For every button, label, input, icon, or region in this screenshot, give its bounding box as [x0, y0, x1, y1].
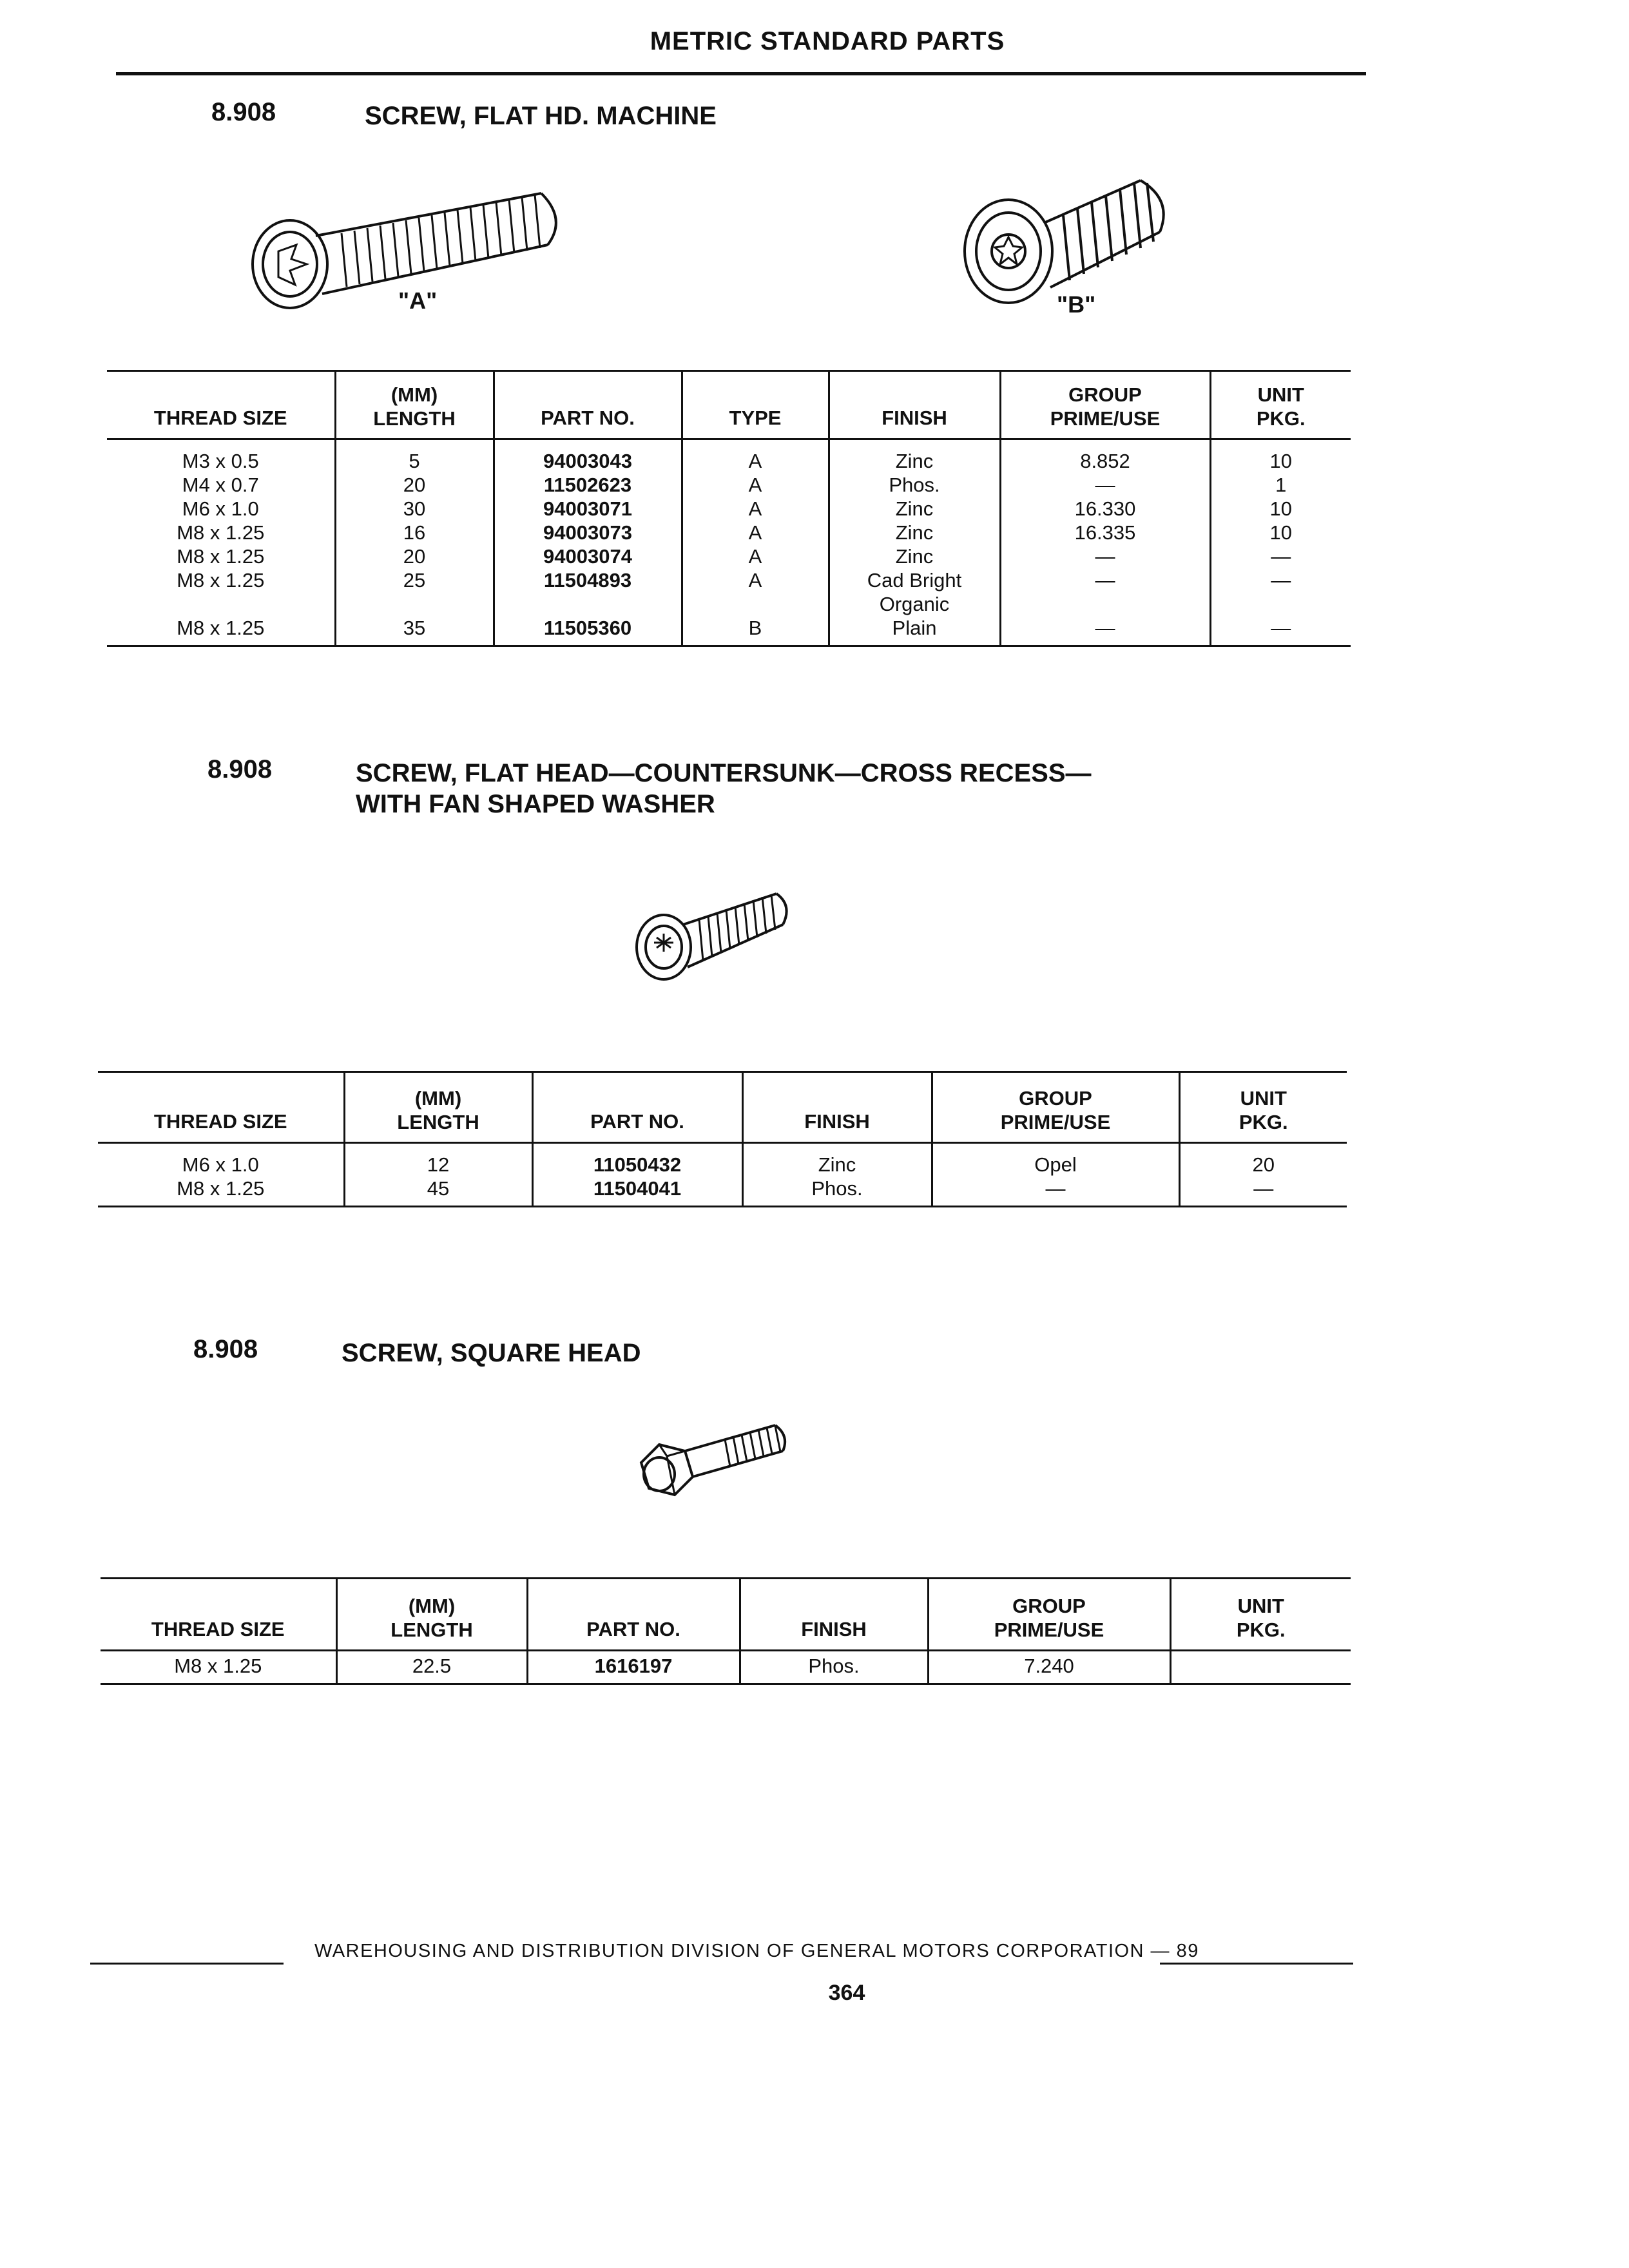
- type-cell: A A A A A A B: [682, 439, 829, 646]
- length-cell: 12 45: [344, 1143, 532, 1207]
- figure-label-b: "B": [1057, 291, 1096, 318]
- part-no-cell: 1616197: [527, 1651, 740, 1684]
- section-1-title: SCREW, FLAT HD. MACHINE: [365, 102, 717, 130]
- column-header-thread-size: THREAD SIZE: [107, 371, 335, 439]
- section-2-title-line-2: WITH FAN SHAPED WASHER: [356, 790, 715, 818]
- thread-size-cell: M8 x 1.25: [174, 1655, 262, 1677]
- square-head-screw-figure: [628, 1418, 796, 1521]
- group-prime-use-cell: 8.852 — 16.330 16.335 — — —: [1000, 439, 1210, 646]
- part-no-cell: 94003043 11502623 94003071 94003073 94003074 11504893 11505360: [494, 439, 682, 646]
- column-header-unit-pkg: UNIT PKG.: [1170, 1579, 1351, 1651]
- figure-label-a: "A": [398, 287, 438, 314]
- column-header-length: (MM) LENGTH: [336, 1579, 527, 1651]
- unit-pkg-cell: 20 —: [1179, 1143, 1347, 1207]
- section-2-number: 8.908: [207, 755, 273, 783]
- column-header-group-prime-use: GROUP PRIME/USE: [1000, 371, 1210, 439]
- section-1-number: 8.908: [211, 98, 276, 126]
- thread-size-cell: M3 x 0.5 M4 x 0.7 M6 x 1.0 M8 x 1.25 M8 x 1.25 M8 x 1.25 M8 x 1.25: [177, 450, 265, 639]
- section-2-title-line-1: SCREW, FLAT HEAD—COUNTERSUNK—CROSS RECESS—: [356, 759, 1092, 787]
- countersunk-screw-figure: [628, 886, 796, 989]
- finish-cell: Zinc Phos. Zinc Zinc Zinc Cad Bright Organic Plain: [829, 439, 1000, 646]
- group-prime-use-cell: 7.240: [928, 1651, 1170, 1684]
- column-header-unit-pkg: UNIT PKG.: [1210, 371, 1351, 439]
- unit-pkg-cell: [1170, 1651, 1351, 1684]
- footer-rule-left: [90, 1963, 284, 1965]
- page-number: 364: [828, 1981, 865, 2005]
- column-header-length: (MM) LENGTH: [335, 371, 494, 439]
- length-cell: 22.5: [336, 1651, 527, 1684]
- length-cell: 5 20 30 16 20 25 35: [335, 439, 494, 646]
- thread-size-cell: M6 x 1.0 M8 x 1.25: [177, 1153, 265, 1200]
- section-3-title: SCREW, SQUARE HEAD: [342, 1339, 641, 1367]
- column-header-part-no: PART NO.: [527, 1579, 740, 1651]
- column-header-group-prime-use: GROUP PRIME/USE: [928, 1579, 1170, 1651]
- section-3-number: 8.908: [193, 1335, 258, 1363]
- section-3-table: [101, 1577, 1351, 1685]
- group-prime-use-cell: Opel —: [932, 1143, 1179, 1207]
- column-header-type: TYPE: [682, 371, 829, 439]
- footer-rule-right: [1160, 1963, 1353, 1965]
- footer-text: WAREHOUSING AND DISTRIBUTION DIVISION OF GENERAL MOTORS CORPORATION — 89: [314, 1941, 1199, 1961]
- column-header-finish: FINISH: [740, 1579, 928, 1651]
- header-rule: [116, 72, 1366, 75]
- finish-cell: Phos.: [740, 1651, 928, 1684]
- section-2-table: [98, 1071, 1347, 1207]
- column-header-part-no: PART NO.: [494, 371, 682, 439]
- column-header-group-prime-use: GROUP PRIME/USE: [932, 1072, 1179, 1143]
- column-header-finish: FINISH: [829, 371, 1000, 439]
- column-header-thread-size: THREAD SIZE: [98, 1072, 344, 1143]
- column-header-length: (MM) LENGTH: [344, 1072, 532, 1143]
- section-1-table: [107, 370, 1351, 647]
- part-no-cell: 11050432 11504041: [532, 1143, 742, 1207]
- column-header-part-no: PART NO.: [532, 1072, 742, 1143]
- finish-cell: Zinc Phos.: [742, 1143, 932, 1207]
- column-header-unit-pkg: UNIT PKG.: [1179, 1072, 1347, 1143]
- column-header-thread-size: THREAD SIZE: [101, 1579, 336, 1651]
- unit-pkg-cell: 10 1 10 10 — — —: [1210, 439, 1351, 646]
- page-header: METRIC STANDARD PARTS: [650, 27, 1005, 55]
- column-header-finish: FINISH: [742, 1072, 932, 1143]
